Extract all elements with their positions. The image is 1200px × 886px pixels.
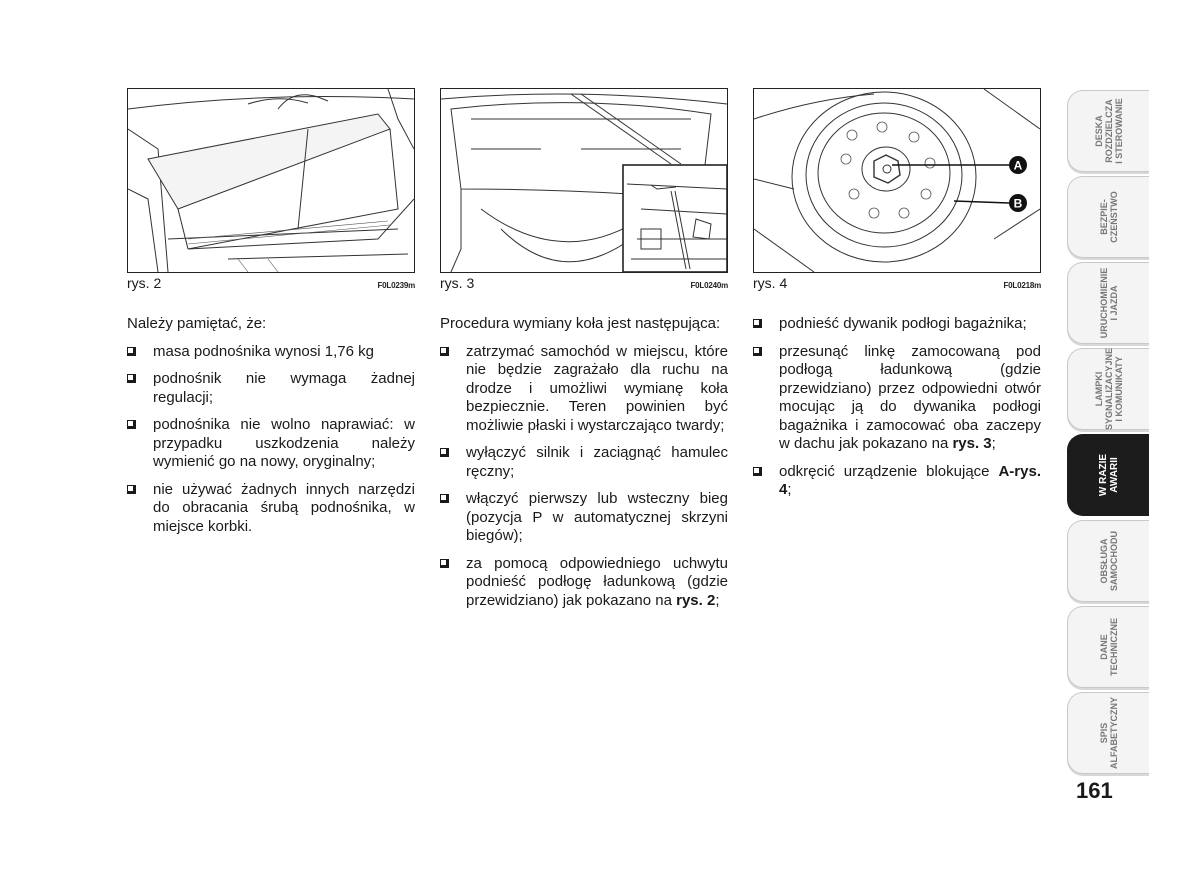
list-item-end: ;: [715, 591, 720, 609]
page-number: 161: [1076, 778, 1113, 803]
list-item-text: przesunąć linkę zamocowaną pod podłogą ładunkową (gdzie przewidziano) przez odpowiedni otwór mocując ją do dywanika podłogi bagażnika i zamocować oba zaczepy w dachu jak pokazano na: [779, 342, 1041, 452]
list-item-text: podnieść dywanik podłogi bagażnika;: [779, 315, 1027, 332]
checkbox-bullet-icon: [753, 319, 762, 328]
figure-number: rys. 3: [440, 275, 475, 291]
column-1: [127, 88, 415, 545]
tab-label: BEZPIE- CZEŃSTWO: [1098, 191, 1119, 243]
checkbox-bullet-icon: [440, 347, 449, 356]
checkbox-bullet-icon: [127, 347, 136, 356]
checkbox-bullet-icon: [440, 448, 449, 457]
tab-obsluga[interactable]: [1067, 520, 1149, 602]
callout-b: B: [1013, 196, 1023, 211]
list-item-text: nie używać żadnych innych narzędzi do obracania śrubą podnośnika, w miejsce korbki.: [153, 480, 415, 535]
list-item-text: wyłączyć silnik i zaciągnąć hamulec ręczny;: [466, 444, 728, 480]
checkbox-bullet-icon: [127, 420, 136, 429]
tab-label: DESKA ROZDZIELCZA I STEROWANIE: [1093, 98, 1124, 164]
list-item: [127, 343, 415, 362]
chapter-tabs: [1067, 90, 1149, 778]
list-item: [127, 481, 415, 537]
list-item: [753, 315, 1041, 334]
checkbox-bullet-icon: [753, 347, 762, 356]
checkbox-bullet-icon: [440, 559, 449, 568]
tab-uruchomienie[interactable]: [1067, 262, 1149, 344]
tab-label: W RAZIE AWARII: [1097, 453, 1120, 497]
list-item: [127, 370, 415, 407]
column-3: [753, 88, 1041, 509]
intro-text: Należy pamiętać, że:: [127, 315, 267, 332]
tab-label: DANE TECHNICZNE: [1098, 618, 1119, 676]
figure-number: rys. 2: [127, 275, 162, 291]
checkbox-bullet-icon: [753, 467, 762, 476]
checkbox-bullet-icon: [127, 485, 136, 494]
column-2-text: [440, 315, 728, 610]
figure-reference: rys. 2: [676, 591, 716, 609]
column-2: [440, 88, 728, 619]
tab-label: OBSŁUGA SAMOCHODU: [1098, 531, 1119, 591]
figure-trunk-cable: [440, 88, 728, 273]
list-item-text: odkręcić urządzenie blokujące: [779, 462, 999, 480]
callout-a: A: [1013, 158, 1023, 173]
list-item: [753, 463, 1041, 500]
figure-code: F0L0218m: [1003, 281, 1041, 290]
list-item: [440, 555, 728, 611]
list-item-text: włączyć pierwszy lub wsteczny bieg (pozycja P w automatycznej skrzyni biegów);: [466, 490, 728, 544]
list-item-end: ;: [991, 435, 996, 452]
figure-code: F0L0239m: [377, 281, 415, 290]
figure-trunk-floor-lift: [127, 88, 415, 273]
list-item: [440, 444, 728, 481]
figure-caption: [440, 275, 728, 293]
figure-number: rys. 4: [753, 275, 788, 291]
figure-reference: A-rys. 4: [779, 462, 1041, 498]
list-item-end: ;: [787, 481, 792, 498]
column-3-text: [753, 315, 1041, 500]
tab-label: LAMPKI SYGNALIZACYJNE I KOMUNIKATY: [1093, 347, 1124, 431]
list-item: [753, 343, 1041, 454]
trunk-floor-illustration: [128, 89, 414, 272]
tab-lampki[interactable]: [1067, 348, 1149, 430]
intro-text: Procedura wymiany koła jest następująca:: [440, 315, 721, 332]
tab-deska-rozdzielcza[interactable]: [1067, 90, 1149, 172]
list-item-text: podnośnika nie wolno naprawiać: w przypadku uszkodzenia należy wymienić go na nowy, oryginalny;: [153, 416, 415, 470]
tab-dane-techniczne[interactable]: [1067, 606, 1149, 688]
bullet-list: [753, 315, 1041, 500]
column-1-text: [127, 315, 415, 536]
checkbox-bullet-icon: [127, 374, 136, 383]
list-item: [440, 490, 728, 546]
tab-label: SPIS ALFABETYCZNY: [1098, 697, 1119, 769]
list-item-text: zatrzymać samochód w miejscu, które nie będzie zagrażało dla ruchu na drodze i umożliwi wymianę koła bezpiecznie. Teren powinien być możliwie płaski i wystarczająco twardy;: [466, 342, 728, 434]
tab-spis-alfabetyczny[interactable]: [1067, 692, 1149, 774]
list-item-text: podnośnik nie wymaga żadnej regulacji;: [153, 370, 415, 406]
list-item-text: za pomocą odpowiedniego uchwytu podnieść podłogę ładunkową (gdzie przewidziano) jak pokazano na: [466, 554, 728, 609]
tab-bezpieczenstwo[interactable]: [1067, 176, 1149, 258]
figure-caption: [127, 275, 415, 293]
bullet-list: [440, 343, 728, 611]
tab-label: URUCHOMIENIE I JAZDA: [1098, 267, 1119, 339]
figure-caption: [753, 275, 1041, 293]
list-item-text: masa podnośnika wynosi 1,76 kg: [153, 342, 374, 360]
list-item: [440, 343, 728, 436]
bullet-list: [127, 343, 415, 537]
list-item: [127, 416, 415, 472]
figure-spare-wheel: [753, 88, 1041, 273]
tab-w-razie-awarii[interactable]: [1067, 434, 1149, 516]
figure-reference: rys. 3: [952, 435, 992, 452]
checkbox-bullet-icon: [440, 494, 449, 503]
figure-code: F0L0240m: [690, 281, 728, 290]
trunk-cable-illustration: [441, 89, 727, 272]
spare-wheel-illustration: [754, 89, 1040, 272]
